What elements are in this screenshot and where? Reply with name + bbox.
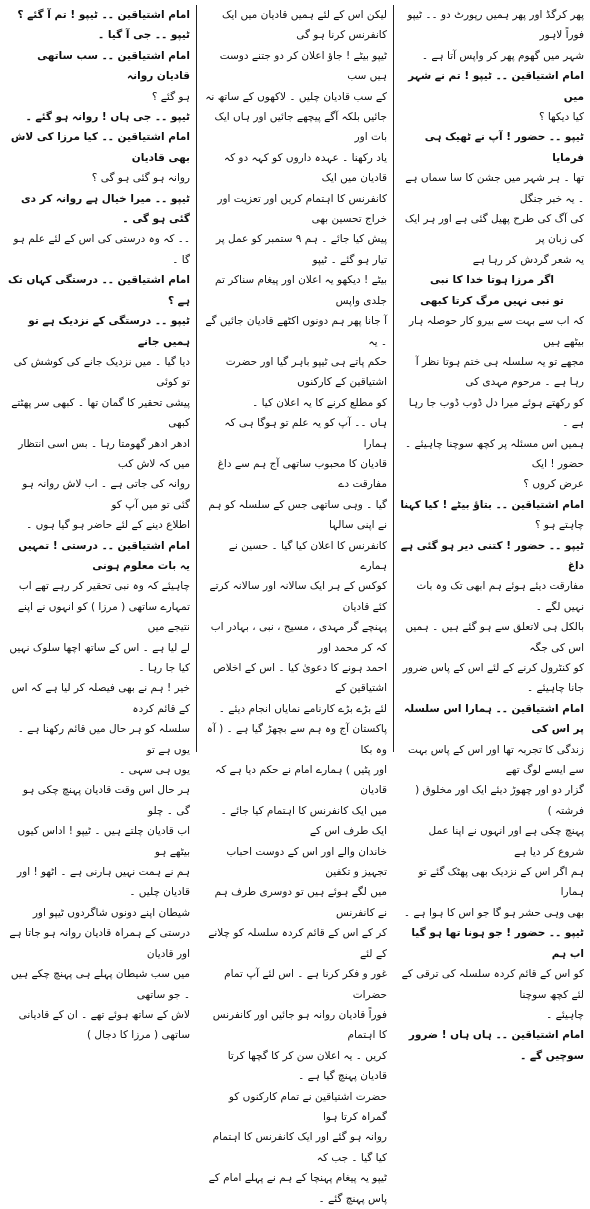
text-line: کانفرنس کا اہتمام کریں اور تعزیت اور خراج تحسین بھی [217,192,387,226]
text-line: ہر حال اس وقت قادیان پہنچ چکی ہو گی ۔ چلو [22,784,190,817]
text-line: امام اشتیاقین ۔۔ کیا مرزا کی لاش بھی قادیان [10,131,190,164]
text-line: کو اس کے قائم کردہ سلسلہ کی ترقی کے لئے کچھ سوچنا [401,968,584,1001]
text-line: امام اشتیاقین ۔۔ درستی ! تمہیں یہ بات معلوم ہونی [18,539,190,572]
text-line: چاہیئے کہ وہ نبی تحقیر کر رہے تھے اب [18,580,190,593]
text-line: امام اشتیاقین ۔۔ سب ساتھی قادیان روانہ [37,49,190,83]
text-line: امام اشتیاقین ۔۔ بتاؤ بیٹے ! کیا کہنا [400,498,584,511]
text-line: کو رکھتے ہوئے میرا دل ڈوب ڈوب جا رہا ہے ۔ [408,396,584,430]
text-line: گیا ۔ وہی ساتھی جس کے سلسلہ کو ہم نے اپنی سالہا [208,498,387,532]
text-line: چاہیئے ۔ [546,1008,584,1021]
text-line: بیٹے ! دیکھو یہ اعلان اور پیغام سناکر تم جلدی واپس [215,274,387,307]
text-column-middle [203,5,387,1205]
text-line: احمد ہونے کا دعویٰ کیا ۔ اس کے اخلاص اشتیاقین کے [213,662,387,695]
text-line: مفارقت دیئے ہوئے ہم ابھی تک وہ بات نہیں لگے ۔ [416,580,584,613]
text-line: روانہ ہو گئی ہو گی ؟ [91,172,190,185]
document-page [6,5,584,1205]
text-line: ۔۔ کہ وہ درستی کی اس کے لئے علم ہو گا ۔ [13,233,190,266]
text-line: عرض کروں ؟ [523,478,584,491]
text-line: تھا ۔ ہر شہر میں جشن کا سا سماں ہے ۔ یہ خبر جنگل [405,172,584,205]
text-line: امام اشتیاقین ۔۔ ہمارا اس سلسلہ پر اس کی [404,702,584,736]
text-line: اگر مرزا ہوتا خدا کا نبی [430,274,554,287]
text-line: میں لگے ہوئے ہیں تو دوسری طرف ہم نے کانفرنس [214,886,387,919]
text-line: گزار دو اور چھوڑ دیئے ایک اور مخلوق ( فرشتہ ) [415,784,584,817]
text-line: حضرت اشتیاقین نے تمام کارکنوں کو گمراہ کرتا ہوا [228,1090,387,1123]
text-line: خاندان والے اور اس کے دوست احباب تجہیز و تکفین [226,845,387,879]
column-divider [393,5,394,752]
text-line: کیا دیکھا ؟ [538,111,584,124]
text-line: ہو گئے ؟ [151,90,190,103]
text-line: پہنچے گر مہدی ، مسیح ، نبی ، بہادر اب کہ کر محمد اور [210,621,387,654]
text-line: تو نبی نہیں مرگ کرتا کبھی [420,294,564,307]
text-line: لے لیا ہے ۔ اس کے ساتھ اچھا سلوک نہیں کیا جا رہا ۔ [9,641,190,674]
text-line: کانفرنس کا اعلان کیا گیا ۔ حسین نے ہمارے [228,539,387,572]
text-line: ٹیپو ۔۔ میرا خیال ہے روانہ کر دی گئی ہو گی ۔ [20,192,190,226]
text-line: جائیں بلکہ آگے پیچھے جائیں اور ہاں ایک بات اور [214,111,387,144]
text-line: یوں ہی سہی ۔ [119,764,190,777]
text-line: تمہارے ساتھی ( مرزا ) کو انہوں نے اپنے نتیجے میں [17,600,190,634]
column-divider [196,5,197,752]
text-line: ٹیپو ۔۔ جی آ گیا ۔ [98,29,190,42]
text-line: کر کے اس کے قائم کردہ سلسلہ کو چلانے کے لئے [208,927,387,960]
text-line: ٹیپو ۔۔ درستگی کے نزدیک ہے تو ہمیں جانے [28,315,190,348]
text-line: کے سب قادیان چلیں ۔ لاکھوں کے ساتھ نہ [205,90,387,103]
text-line: خیر ! ہم نے بھی فیصلہ کر لیا ہے کہ اس کے قائم کردہ [11,682,190,715]
text-line: پھر کرگڈ اور پھر ہمیں رپورٹ دو ۔۔ ٹیپو فوراً لاہور [407,9,584,42]
text-line: لئے بڑے بڑے کارنامے نمایاں انجام دیئے ۔ [218,702,387,715]
text-line: لاش کے ساتھ ہوئے تھے ۔ ان کے قادیانی ساتھی ( مرزا کا دجال ) [18,1008,190,1042]
text-line: اطلاع دینے کے لئے حاضر ہو گیا ہوں ۔ [26,519,190,532]
text-line: اور پٹیں ) ہمارے امام نے حکم دیا ہے کہ قادیان [215,764,387,797]
text-line: آ جانا پھر ہم دونوں اکٹھے قادیان جائیں گے ۔ یہ [205,315,387,348]
text-line: زندگی کا تجربہ تھا اور اس کے پاس بہت سے ایسے لوگ تھے [408,743,584,777]
text-line: ہاں ۔۔ آپ کو یہ علم تو ہوگا ہی کہ ہمارا [224,417,387,450]
text-column-right [400,5,584,1062]
text-line: ہمیں اس مسئلہ پر کچھ سوچنا چاہیئے ۔ حضور ! ایک [405,437,584,470]
text-line: فوراً قادیان روانہ ہو جائیں اور کانفرنس کا اہتمام [212,1008,387,1042]
text-line: کریں ۔ یہ اعلان سن کر کا گچھا کرتا قادیان پہنچ گیا ہے ۔ [227,1049,387,1083]
text-line: پہنچ چکی ہے اور انہوں نے اپنا عمل شروع کر دیا ہے [428,825,584,858]
text-line: ہم نے ہمت نہیں ہارنی ہے ۔ اٹھو ! اور [17,866,190,879]
text-line: سلسلہ کو ہر حال میں قائم رکھنا ہے ۔ یوں ہے تو [17,723,190,756]
text-line: پاکستان آج وہ ہم سے بچھڑ گیا ہے ۔ ( آہ وہ بکا [206,723,387,756]
text-line: یہ شعر گردش کر رہا ہے [472,253,584,266]
text-line: قادیان چلیں ۔ [129,886,190,899]
text-line: دیا گیا ۔ میں نزدیک جانے کی کوشش کی تو کوئی [13,355,190,389]
text-line: امام اشتیاقین ۔۔ ٹیپو ! تم نے شہر میں [408,70,584,103]
text-line: کو مطلع کرنے کا یہ اعلان کیا ۔ [252,396,387,409]
text-line: ٹیپو ۔۔ حضور ! جو ہونا تھا ہو گیا اب ہم [411,927,584,960]
text-line: اب قادیان چلتے ہیں ۔ ٹیپو ! اداس کیوں بیٹھے ہو [17,825,190,858]
text-line: حکم پاتے ہی ٹیپو باہر گیا اور حضرت اشتیاقین کے کارکنوں [225,355,387,389]
text-line: ہم اگر اس کے نزدیک بھی پھٹک گئے تو ہمارا [418,866,584,899]
text-line: ادھر ادھر گھومتا رہا ۔ بس اسی انتظار میں کہ لاش کب [18,437,190,470]
text-line: لیکن اس کے لئے ہمیں قادیان میں ایک کانفرنس کرنا ہو گی [221,9,387,42]
text-line: یاد رکھنا ۔ عہدہ داروں کو کہہ دو کہ قادیان میں ایک [223,151,387,185]
text-line: کی آگ کی طرح پھیل گئی ہے اور ہر ایک کی زبان پر [404,213,584,246]
text-column-left [6,5,190,1042]
text-line: روانہ ہو گئے اور ایک کانفرنس کا اہتمام کیا گیا ۔ جب کہ [212,1131,387,1164]
text-line: میں سب شیطان پہلے ہی پہنچ چکے ہیں ۔ جو ساتھی [10,968,190,1001]
text-line: امام اشتیاقین ۔۔ ہاں ہاں ! ضرور سوچیں گے ۔ [408,1029,584,1062]
text-line: میں ایک کانفرنس کا اہتمام کیا جائے ۔ ایک طرف اس کے [220,804,387,838]
text-line: کو کنٹرول کرنے کے لئے اس کے پاس ضرور جانا چاہیئے ۔ [402,662,584,695]
text-line: ٹیپو ۔۔ جی ہاں ! روانہ ہو گئے ۔ [25,111,190,124]
text-line: کوکس کے ہر ایک سالانہ اور سالانہ کرتے کئے قادیان [209,580,387,613]
text-line: چاہتے ہو ؟ [535,519,584,532]
text-line: پیشی تحقیر کا گمان تھا ۔ کبھی سر پھٹتے کبھی [11,396,190,430]
text-line: ٹیپو ۔۔ حضور ! کتنی دیر ہو گئی ہے داغ [400,539,584,572]
text-line: قادیان کا محبوب ساتھی آج ہم سے داغ مفارقت دے [217,457,387,491]
text-line: غور و فکر کرنا ہے ۔ اس لئے آپ تمام حضرات [224,968,387,1001]
text-line: شہر میں گھوم پھر کر واپس آتا ہے ۔ [421,49,584,62]
text-line: بھی وہی حشر ہو گا جو اس کا ہوا ہے ۔ [403,906,584,919]
text-line: امام اشتیاقین ۔۔ ٹیپو ! تم آ گئے ؟ [17,9,190,21]
text-line: امام اشتیاقین ۔۔ درستگی کہاں تک ہے ؟ [7,274,190,307]
text-line: ٹیپو یہ پیغام پہنچا کے ہم نے پہلے امام کے پاس پہنچ گئے ۔ [208,1172,387,1205]
text-line: روانہ کی جاتی ہے ۔ اب لاش روانہ ہو گئی تو میں آپ کو [22,478,190,511]
text-line: مجھے تو یہ سلسلہ ہی ختم ہوتا نظر آ رہا ہے ۔ مرحوم مہدی کی [415,355,584,389]
text-line: کہ اب سے بہت سے بیرو کار حوصلہ ہار بیٹھے ہیں [408,315,584,348]
text-line: پیش کیا جائے ۔ ہم ۹ ستمبر کو عمل پر تیار ہو گئے ۔ ٹیپو [215,233,387,266]
text-line: شیطان اپنے دونوں شاگردوں ٹیپو اور [32,906,190,919]
text-line: ٹیپو ۔۔ حضور ! آپ نے ٹھیک ہی فرمایا [424,131,584,164]
text-line: بالکل ہی لاتعلق سے ہو گئے ہیں ۔ ہمیں اس کی جگہ [405,621,584,654]
text-line: ٹیپو بیٹے ! جاؤ اعلان کر دو جتنے دوست ہیں سب [219,49,387,83]
text-line: درستی کے ہمراہ قادیان روانہ ہو جاتا ہے اور قادیان [9,927,190,960]
